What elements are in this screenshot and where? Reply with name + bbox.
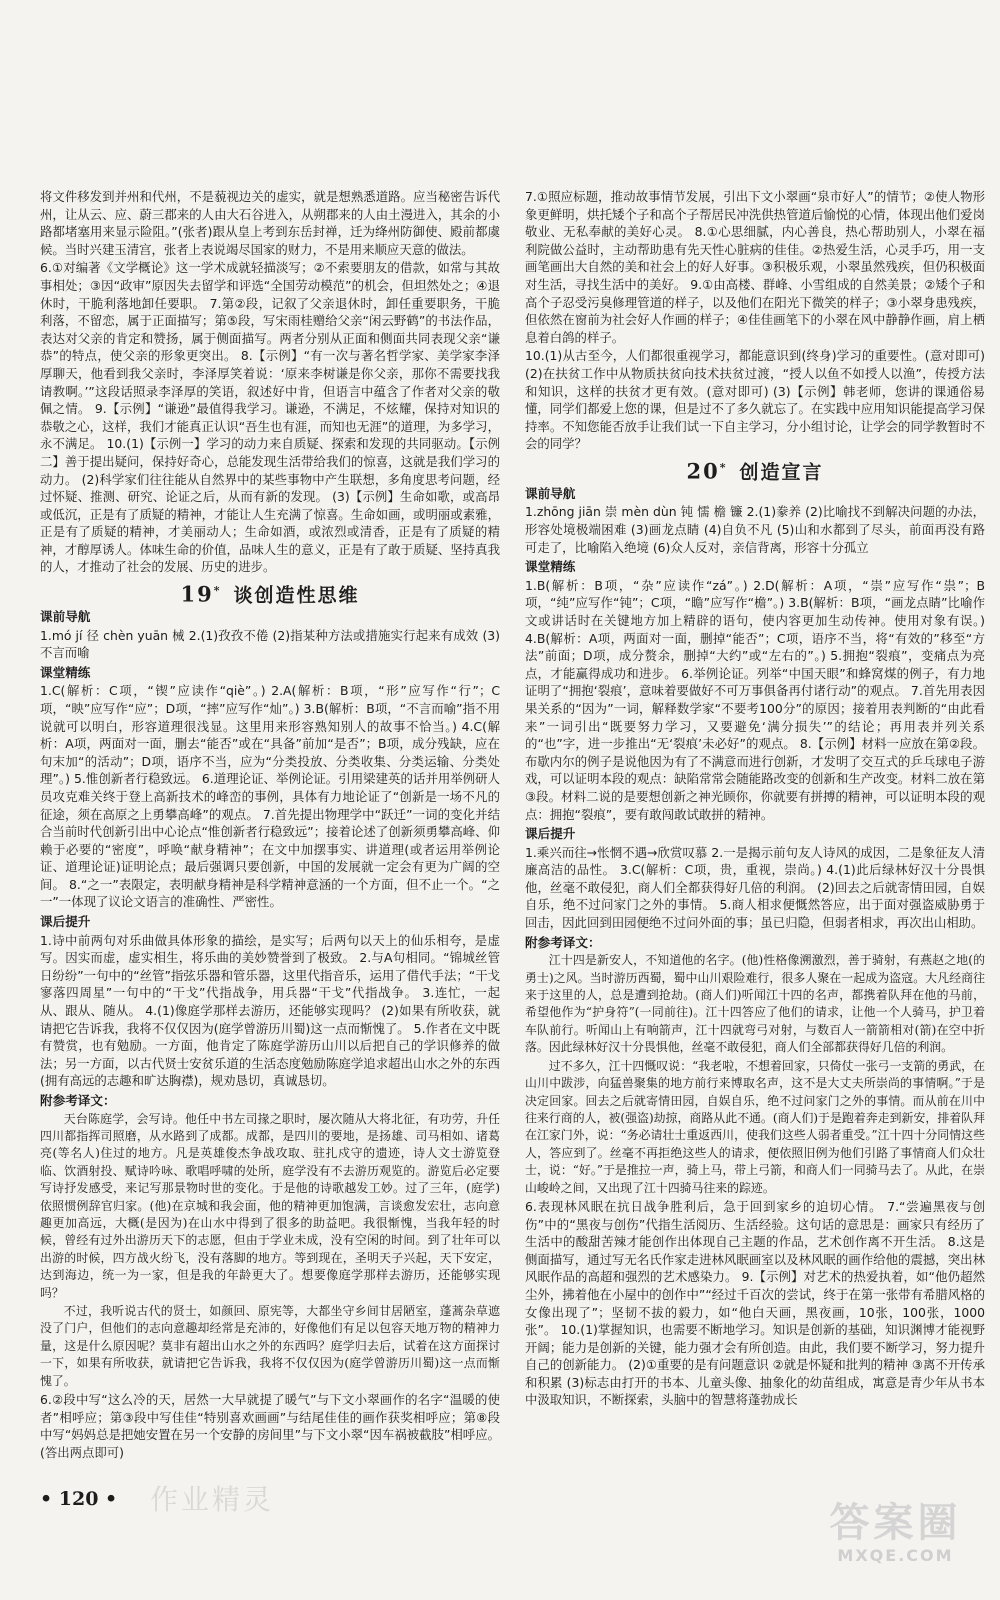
watermark-url: MXQE.COM <box>837 1546 954 1565</box>
paragraph: 6.①对编著《文学概论》这一学术成就轻描淡写；②不索要朋友的借款，如常与其故事相处；③因“政审”原因失去留学和评选“全国劳动模范”的机会，但坦然处之；④退休时，干脆利落地卸任要职。 7.第②段，记叙了父亲退休时，卸任重要职务，干脆利落，不留恋，属于正面描写；第⑤段，写宋雨桂赠给父亲“闲云野鹤”的书法作品，表达对父亲的肯定和赞扬，属于侧面描写。两者分别从正面和侧面共同表现父亲“谦恭”的特点，使父亲的形象更突出。 8.【示例】“有一次与著名哲学家、美学家李泽厚聊天，他看到我父亲时，李泽厚笑着说：‘原来李树谦是你父亲，那你不需要找我请教啊。’”这段话照录李泽厚的笑语，叙述好中肯，但语言中蕴含了作者对父亲的敬佩之情。 9.【示例】“谦逊”最值得我学习。谦逊，不满足，不炫耀，保持对知识的恭敬之心，这样，我们才能真正认识“吾生也有涯，而知也无涯”的道理，为多学习，永不满足。 10.(1)【示例一】学习的动力来自质疑、探索和发现的共同驱动。【示例二】善于提出疑问，保持好奇心，总能发现生活带给我们的惊喜，这就是我们学习的动力。 (2)科学家们往往能从自然界中的某些事物中产生联想，多角度思考问题，经过怀疑、推测、研究、论证之后，从而有新的发现。 (3)【示例】生命如歌，或高昂或低沉，正是有了质疑的精神，才能让人生充满了惊喜。生命如画，或明丽或素雅，正是有了质疑的精神，才美丽动人；生命如酒，或浓烈或清香，正是有了质疑的精神，才醇厚诱人。体味生命的价值，品味人生的意义，正是有了敢于质疑、坚持真我的人，才推动了社会的发展、历史的进步。 <box>40 260 500 575</box>
section-heading: 课堂精练 <box>525 559 576 575</box>
paragraph: 1.C(解析：C项，“锲”应读作“qiè”。) 2.A(解析：B项，“形”应写作“行”；C项，“映”应写作“应”；D项，“摔”应写作“灿”。) 3.B(解析：B项，“不言而喻”指不用说就可以明白，形容道理很浅显。这里用来形容熟知别人的故事不恰当。) 4.C(解析：A项，两面对一面，删去“能否”或在“具备”前加“是否”；B项，成分残缺，应在句末加“的活动”；D项，语序不当，应为“分类投放、分类收集、分类运输、分类处理”。) 5.惟创新者行稳致远。 6.道理论证、举例论证。引用梁建英的话并用举例研人员攻克难关终于登上高新技术的峰峦的事例，具体有力地论证了“创新是一场不凡的征途，须在高原之上勇攀高峰”的观点。 7.首先提出物理学中“跃迁”一词的变化并结合当前时代创新引出中心论点“惟创新者行稳致远”；接着论述了创新须勇攀高峰、仰赖于必要的“密度”，呼唤“献身精神”；在文中加摆事实、讲道理(或者运用举例论证、道理论证)证明论点；最后强调只要创新，中国的发展就一定会有更为广阔的空间。 8.“之一”表限定，表明献身精神是科学精神意涵的一个方面，但不止一个。“之一”一体现了议论文语言的准确性、严密性。 <box>40 683 500 910</box>
translation-block <box>40 1111 500 1391</box>
paragraph: 6.表现林风眠在抗日战争胜利后，急于回到家乡的迫切心情。 7.“尝遍黑夜与创伤”中的“黑夜与创伤”代指生活阅历、生活经验。这句话的意思是：画家只有经历了生活中的酸甜苦辣才能创作出体现自己主题的作品，艺术创作离不开生活。 8.这是侧面描写，通过写无名氏作家走进林风眠画室以及林风眠的画作给他的震撼，突出林风眠作品的高超和强烈的艺术感染力。 9.【示例】对艺术的热爱执着，如“他仍超然尘外，拂着他在小屋中的创作中”“经过千百次的尝试，终于在第一张带有希腊风格的女像出现了”；坚韧不拔的毅力，如“他白天画，黑夜画，10张，100张，1000张”。 10.(1)掌握知识，也需要不断地学习。知识是创新的基础，知识渊博才能视野开阔；能力是创新的关键，能力强才会有所创造。由此，我们要不断学习，努力提升自己的创新能力。 (2)①重要的是有问题意识 ②就是怀疑和批判的精神 ③离不开传承和积累 (3)标志由打开的书本、儿童头像、抽象化的幼苗组成，寓意是青少年从书本中汲取知识，不断探索，头脑中的智慧将蓬勃成长 <box>525 1198 985 1408</box>
lesson-title-20 <box>525 459 985 482</box>
paragraph: 6.②段中写“这么冷的天，居然一大早就提了暖气”与下文小翠画作的名字“温暖的使者”相呼应；第③段中写佳佳“特别喜欢画画”与结尾佳佳的画作获奖相呼应；第⑧段中写“妈妈总是把她安置在另一个安静的房间里”与下文小翠“因车祸被截肢”相呼应。(答出两点即可) <box>40 1392 500 1460</box>
section-heading: 课后提升 <box>525 826 576 842</box>
section-heading: 课前导航 <box>40 608 91 624</box>
lesson-number: 20 <box>686 458 720 484</box>
section-heading: 课堂精练 <box>40 664 91 680</box>
lesson-name: 谈创造性思维 <box>233 584 360 607</box>
page-number: • 120 • <box>40 1488 118 1510</box>
right-column <box>525 188 985 1410</box>
translation-paragraph: 过不多久，江十四慨叹说：“我老啦，不想着回家，只倚仗一张弓一支箭的勇武，在山川中跋涉，向猛兽聚集的地方前行来博取名声，这不是大丈夫所崇尚的事情啊。”于是决定回家。回去之后就寄情田园，自娱自乐，绝不过问家门之外的事情。而从前在川中往来行商的人，被(强盗)劫掠，商路从此不通。(商人们)于是跑着奔走到新安，排着队拜在江家门外，说：“务必请壮士重返西川，使我们这些人弱者重受。”江十四十分同情这些人，答应到了。丝毫不再拒绝这些人的请求，便依照旧例为他们引路了事情商人们众壮士，说：“好。”于是推拉一声，骑上马，带上弓箭，和商人们一同骑马去了。从此，在崇山峻岭之间，又出现了江十四骑马往来的踪迹。 <box>525 1058 985 1195</box>
paragraph: 1.B(解析：B项，“杂”应读作“zá”。) 2.D(解析：A项，“崇”应写作“祟”；B项，“纯”应写作“钝”；C项，“瞻”应写作“檐”。) 3.B(解析：B项，“画龙点睛”比喻作文或讲话时在关键地方加上精辟的语句，使内容更加生动传神。使用对象有误。) 4.B(解析：A项，两面对一面，删掉“能否”；C项，语序不当，将“有效的”移至“方法”前面；D项，成分赘余，删掉“大约”或“左右的”。) 5.拥抱“裂痕”，变痛点为亮点，才能赢得成功和进步。 6.举例论证。列举“中国天眼”和蜂窝煤的例子，有力地证明了“拥抱‘裂痕’，意味着要做好不可万事俱备再付诸行动”的观点。 7.首先用表因果关系的“因为”一词，解释数学家“不要考100分”的原因；接着用表判断的“由此看来”一词引出“既要努力学习，又要避免‘满分损失’”的结论；再用表并列关系的“也”字，进一步推出“无‘裂痕’未必好”的观点。 8.【示例】材料一应放在第②段。布歇内尔的例子是说他因为有了不满意而进行创新，才发明了交互式的乒乓球电子游戏，可以证明本段的观点：缺陷常常会随能路改变的创新和生产改变。材料二放在第③段。材料二说的是要想创新之神光顾你，你就要有拼搏的精神，可以证明本段的观点：拥抱“裂痕”，要有敢闯敢试敢拼的精神。 <box>525 577 985 822</box>
translation-paragraph: 天台陈庭学，会写诗。他任中书左司掾之职时，屡次随从大将北征，有功劳，升任四川都指挥司照磨，从水路到了成都。成都，是四川的要地，是扬雄、司马相如、诸葛亮(等名人)住过的地方。凡是英雄俊杰争战攻取、驻扎戍守的遗迹，诗人文士游览登临、饮酒射投、赋诗吟咏、歌唱呼啸的处所，庭学没有不去游历观览的。游览后必定要写诗抒发感受，来记写那景物时世的变化。于是他的诗歌越发工妙。过了三年，(庭学)依照惯例辞官归家。(他)在京城和我会面，他的精神更加饱满，言谈愈发宏壮，志向意趣更加高远，大概(是因为)在山水中得到了很多的助益吧。我很惭愧，当我年轻的时候，曾经有过外出游历天下的志愿，但由于学业未成，没有空闲的时间。到了壮年可以出游的时候，四方战火纷飞，没有落脚的地方。等到现在，圣明天子兴起，天下安定，达到海边，统一为一家，但是我的年龄更大了。想要像庭学那样去游历，还能够实现吗？ <box>40 1111 500 1300</box>
left-column <box>40 188 500 1462</box>
paragraph: 10.(1)从古至今，人们都很重视学习，都能意识到(终身)学习的重要性。(意对即可) (2)在扶贫工作中从物质扶贫向技术扶贫过渡，“授人以鱼不如授人以渔”，传授方法和知识，这样的扶贫才更有效。(意对即可) (3)【示例】韩老师，您讲的课通俗易懂，同学们都爱上您的课，但是过不了多久就忘了。在实践中应用知识能提高学习保持率。不知您能否放手让我们试一下自主学习，分小组讨论，让学会的同学教暂时不会的同学？ <box>525 348 985 452</box>
translation-block <box>525 952 985 1197</box>
paragraph: 1.zhōng jiān 崇 mèn dùn 钝 懦 檐 镰 2.(1)豢养 (2)比喻找不到解决问题的办法，形容处境极端困难 (3)画龙点睛 (4)自负不凡 (5)山和水都到了尽头，前面再没有路可走了，比喻陷入绝境 (6)众人反对，亲信背离，形容十分孤立 <box>525 504 985 555</box>
paragraph: 7.①照应标题，推动故事情节发展，引出下文小翠画“泉市好人”的情节；②使人物形象更鲜明，烘托矮个子和高个子帮居民冲洗供热管道后愉悦的心情，体现出他们爱岗敬业、无私奉献的美好心灵。 8.①心思细腻，内心善良，热心帮助别人，小翠在福利院做公益时，主动帮助患有先天性心脏病的佳佳。②热爱生活，心灵手巧，用一支画笔画出大自然的美和社会上的好人好事。③积极乐观，小翠虽然残疾，但仍积极面对生活，寻找生活中的美好。 9.①由高楼、群峰、小雪组成的自然美景；②矮个子和高个子忍受污臭修理管道的样子，以及他们在阳光下微笑的样子；③小翠身患残疾，但依然在窗前为社会好人作画的样子；④佳佳画笔下的小翠在风中静静作画，肩上栖息着白鸽的样子。 <box>525 189 985 345</box>
lesson-title-19 <box>40 582 500 605</box>
section-heading: 附参考译文： <box>40 1093 116 1109</box>
lesson-star: * <box>213 584 222 598</box>
watermark-text: 作业精灵 <box>150 1483 275 1516</box>
section-heading: 附参考译文： <box>525 934 601 950</box>
section-heading: 课前导航 <box>525 485 576 501</box>
site-watermark-logo <box>808 1500 983 1590</box>
lesson-name: 创造宣言 <box>739 461 824 484</box>
section-heading: 课后提升 <box>40 914 91 930</box>
watermark-logo-text: 答案圈 <box>829 1500 962 1546</box>
paragraph: 将文件移发到并州和代州，不是藐视边关的虚实，就是想熟悉道路。应当秘密告诉代州，让从云、应、蔚三郡来的人由大石谷进入，从朔郡来的人由土漫进入，其余的小路都堵塞用来显示险阻。”(张者)跟从皇上考到东岳封禅，迁为绛州防御使、殿前都虞候。当时兴建玉清宫，张者上表说竭尽国家的财力，不是用来顺应天意的做法。 <box>40 189 500 257</box>
paragraph: 1.诗中前两句对乐曲做具体形象的描绘，是实写；后两句以天上的仙乐相夸，是虚写。因实而虚，虚实相生，将乐曲的美妙赞誉到了极致。 2.与A句相同。“锦城丝管日纷纷”一句中的“丝管”指弦乐器和管乐器，这里代指音乐，运用了借代手法；“干戈寥落四周星”一句中的“干戈”代指战争，用兵器“干戈”代指战争。 3.连忙，一起 从、跟从、随从。 4.(1)像庭学那样去游历，还能够实现吗？ (2)如果有所收获，就请把它告诉我，我将不仅仅因为(庭学曾游历川蜀)这一点而惭愧了。 5.作者在文中既有赞赏，也有勉励。一方面，他肯定了陈庭学游历山川以后把自己的学识修养的做法；另一方面，以古代贤士安贫乐道的生活态度勉励陈庭学追求超出山水之外的东西(拥有高远的志趣和旷达胸襟)，规劝恳切，真诚恳切。 <box>40 932 500 1089</box>
paragraph: 1.mó jí 径 chèn yuān 械 2.(1)孜孜不倦 (2)指某种方法或措施实行起来有成效 (3)不言而喻 <box>40 627 500 661</box>
translation-paragraph: 不过，我听说古代的贤士，如颜回、原宪等，大都坐守乡间甘居陋室，蓬蒿杂草遮没了门户，但他们的志向意趣却经常是充沛的，好像他们有足以包容天地万物的精神力量，这是什么原因呢？莫非有超出山水之外的东西吗？庭学归去后，试着在这方面探讨一下，如果有所收获，就请把它告诉我，我将不仅仅因为(庭学曾游历川蜀)这一点而惭愧了。 <box>40 1304 500 1388</box>
lesson-number: 19 <box>180 581 214 607</box>
lesson-star: * <box>719 460 728 474</box>
paragraph: 1.乘兴而往→怅惘不遇→欣赏叹慕 2.一是揭示前句友人诗风的成因，二是象征友人清廉高洁的品性。 3.C(解析：C项，贵，重视，崇尚。) 4.(1)此后绿林好汉十分畏惧他，丝毫不敢侵犯，商人们全都获得好几倍的利润。 (2)回去之后就寄情田园，自娱自乐，绝不过问家门之外的事情。 5.商人相求便慨然答应，出于面对强盗威胁勇于回击，因此回到田园便绝不过问外面的事；虽已归隐，但弱者相求，再次出山相助。 <box>525 844 985 931</box>
translation-paragraph: 江十四是新安人，不知道他的名字。(他)性格像溯激烈，善于骑射，有燕赵之地(的勇士)之风。当时游历西蜀，蜀中山川艰险难行，很多人聚在一起成为盗寇。大凡经商往来于这里的人，总是遭到抢劫。(商人们)听闻江十四的名声，都携着队拜在他的马前，希望他作为“护身符”(一同前往)。江十四答应了他们的请求，让他一个人骑马，护卫着车队前行。听闻山上有响箭声，江十四就弯弓对射，与数百人一箭箭相对(箭)在空中折落。因此绿林好汉十分畏惧他，丝毫不敢侵犯，商人们全部都获得好几倍的利润。 <box>525 953 985 1055</box>
